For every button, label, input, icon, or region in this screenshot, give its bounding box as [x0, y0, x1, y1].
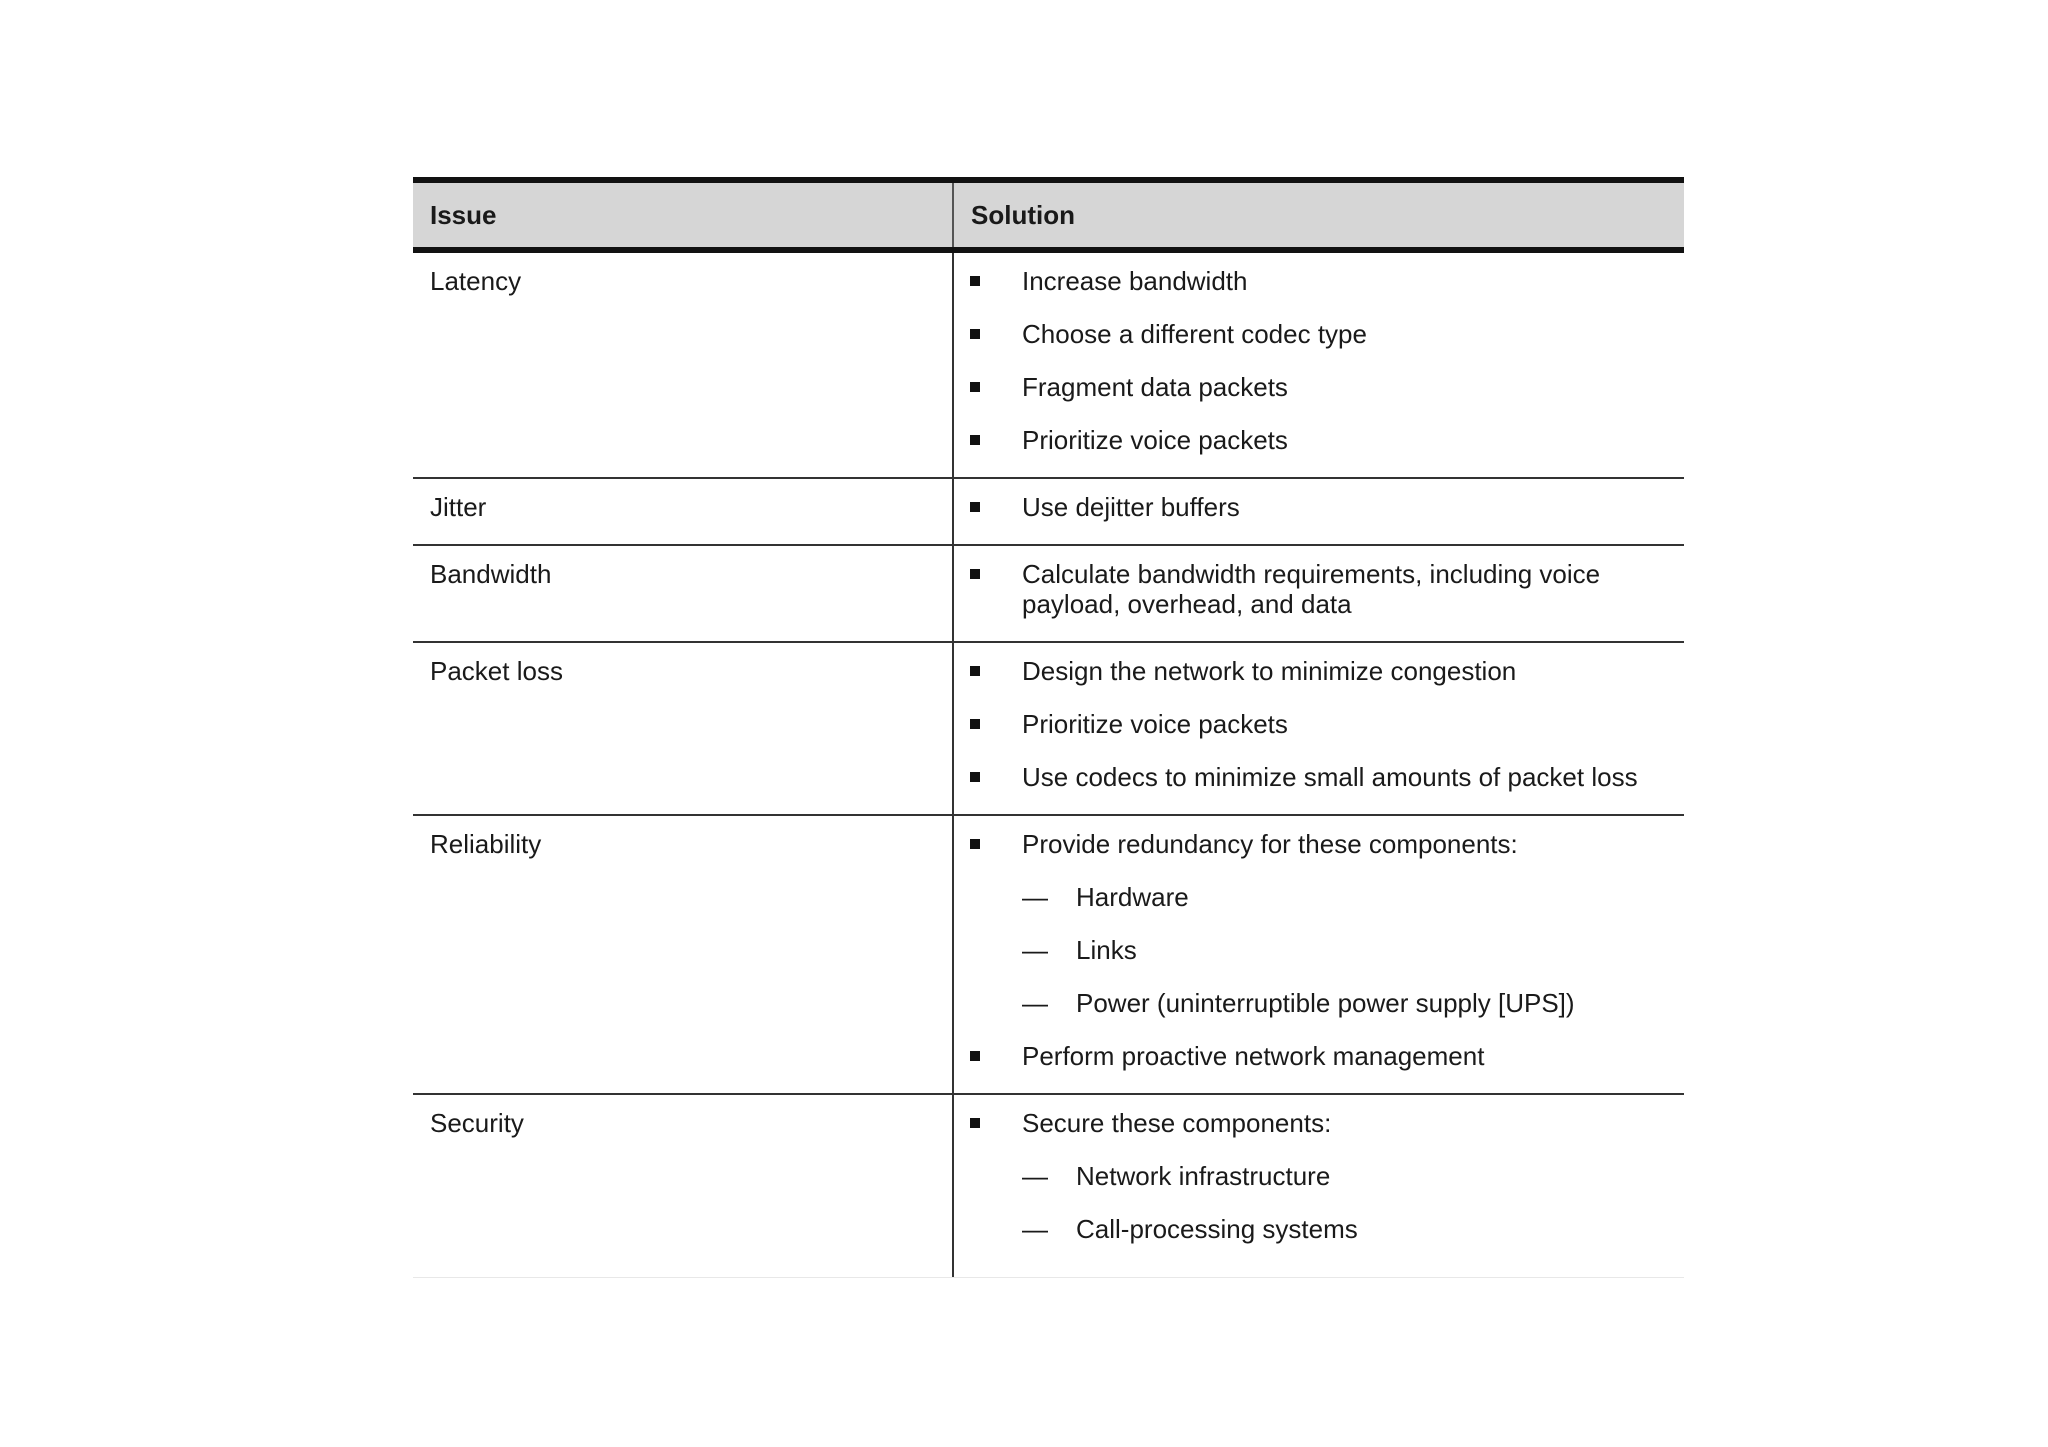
square-bullet-icon	[970, 559, 1022, 619]
solution-bullet-item	[970, 492, 1664, 522]
square-bullet-icon	[970, 1041, 1022, 1071]
solution-text: Use dejitter buffers	[1022, 492, 1240, 522]
square-bullet-icon	[970, 1108, 1022, 1138]
solution-text: Fragment data packets	[1022, 372, 1288, 402]
issue-solution-table	[413, 177, 1684, 1278]
table-row	[413, 546, 1684, 643]
table-header	[413, 177, 1684, 253]
solution-text: Prioritize voice packets	[1022, 709, 1288, 739]
solution-text: Network infrastructure	[1076, 1161, 1331, 1191]
issue-cell: Bandwidth	[413, 546, 954, 641]
header-issue: Issue	[413, 183, 954, 247]
solution-text: Use codecs to minimize small amounts of packet loss	[1022, 762, 1638, 792]
solution-text: Increase bandwidth	[1022, 266, 1248, 296]
solution-text: Power (uninterruptible power supply [UPS])	[1076, 988, 1575, 1018]
square-bullet-icon	[970, 266, 1022, 296]
dash-icon: —	[1022, 935, 1048, 965]
solution-bullet-item	[970, 829, 1664, 859]
solution-bullet-item	[970, 425, 1664, 455]
solution-text: Call-processing systems	[1076, 1214, 1358, 1244]
dash-icon: —	[1022, 1161, 1048, 1191]
solution-sub-item	[970, 882, 1664, 912]
issue-cell: Packet loss	[413, 643, 954, 814]
solution-text: Prioritize voice packets	[1022, 425, 1288, 455]
dash-icon: —	[1022, 1214, 1048, 1244]
solution-sub-item	[970, 1214, 1664, 1244]
issue-cell: Jitter	[413, 479, 954, 544]
solution-bullet-item	[970, 656, 1664, 686]
square-bullet-icon	[970, 492, 1022, 522]
solution-text: Links	[1076, 935, 1137, 965]
solution-sub-item	[970, 988, 1664, 1018]
square-bullet-icon	[970, 829, 1022, 859]
solution-text: Hardware	[1076, 882, 1189, 912]
solution-bullet-item	[970, 1041, 1664, 1071]
solution-text: Secure these components:	[1022, 1108, 1332, 1138]
solution-cell	[954, 479, 1684, 544]
table-row	[413, 816, 1684, 1095]
table-row	[413, 643, 1684, 816]
solution-bullet-item	[970, 762, 1664, 792]
issue-cell: Latency	[413, 253, 954, 477]
square-bullet-icon	[970, 709, 1022, 739]
solution-bullet-item	[970, 1108, 1664, 1138]
square-bullet-icon	[970, 319, 1022, 349]
solution-cell	[954, 643, 1684, 814]
solution-text: Calculate bandwidth requirements, including voice payload, overhead, and data	[1022, 559, 1601, 619]
issue-cell: Reliability	[413, 816, 954, 1093]
table-body	[413, 253, 1684, 1278]
solution-cell	[954, 253, 1684, 477]
solution-cell	[954, 816, 1684, 1093]
solution-text: Design the network to minimize congestion	[1022, 656, 1517, 686]
square-bullet-icon	[970, 425, 1022, 455]
square-bullet-icon	[970, 656, 1022, 686]
solution-bullet-item	[970, 709, 1664, 739]
solution-bullet-item	[970, 319, 1664, 349]
solution-cell	[954, 546, 1684, 641]
issue-cell: Security	[413, 1095, 954, 1277]
solution-sub-item	[970, 935, 1664, 965]
solution-sub-item	[970, 1161, 1664, 1191]
solution-cell	[954, 1095, 1684, 1277]
table-row	[413, 479, 1684, 546]
solution-text: Provide redundancy for these components:	[1022, 829, 1518, 859]
square-bullet-icon	[970, 372, 1022, 402]
dash-icon: —	[1022, 882, 1048, 912]
solution-text: Perform proactive network management	[1022, 1041, 1485, 1071]
header-solution: Solution	[971, 199, 1075, 230]
solution-text: Choose a different codec type	[1022, 319, 1367, 349]
table-row	[413, 1095, 1684, 1278]
solution-bullet-item	[970, 559, 1664, 619]
solution-bullet-item	[970, 372, 1664, 402]
table-row	[413, 253, 1684, 479]
dash-icon: —	[1022, 988, 1048, 1018]
square-bullet-icon	[970, 762, 1022, 792]
solution-bullet-item	[970, 266, 1664, 296]
